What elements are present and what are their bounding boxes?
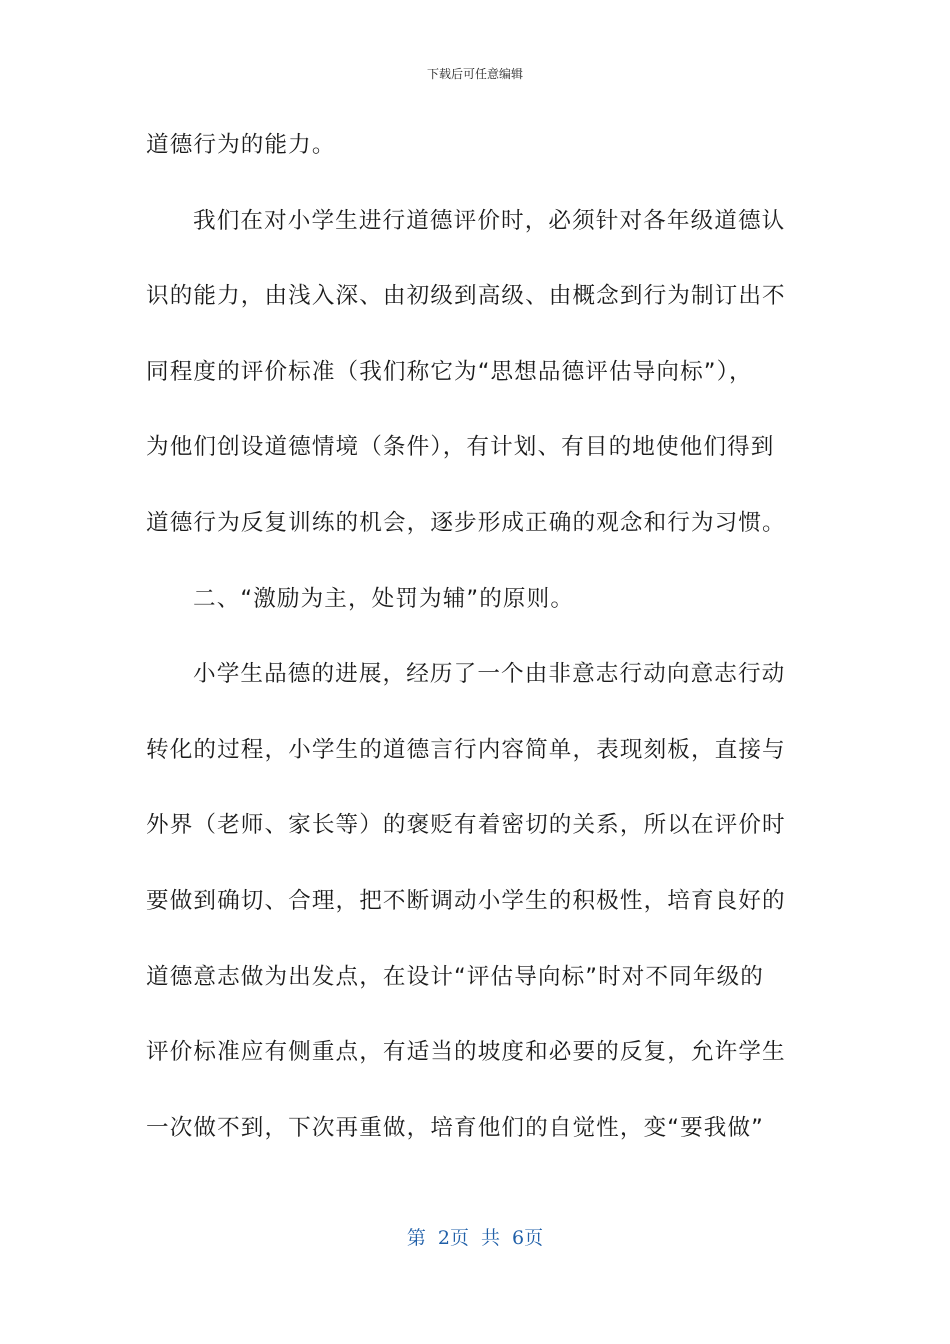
section-heading [146, 581, 790, 657]
line-text: 道德行为的能力。 [146, 132, 336, 158]
paragraph-line [146, 278, 790, 354]
line-text: 一次做不到，下次再重做，培育他们的自觉性，变“要我做” [146, 1114, 764, 1141]
document-body [146, 127, 790, 1185]
paragraph-line [146, 1034, 790, 1110]
line-text: 为他们创设道德情境（条件），有计划、有目的地使他们得到 [146, 434, 775, 461]
line-text: 道德行为反复训练的机会，逐步形成正确的观念和行为习惯。 [146, 509, 786, 536]
paragraph-line [146, 656, 790, 732]
line-text: 外界（老师、家长等）的褒贬有着密切的关系，所以在评价时 [146, 812, 786, 839]
line-text: 我们在对小学生进行道德评价时，必须针对各年级道德认 [193, 207, 786, 234]
line-text: 评价标准应有侧重点，有适当的坡度和必要的反复，允许学生 [146, 1039, 786, 1066]
line-text: 道德意志做为出发点，在设计“评估导向标”时对不同年级的 [146, 963, 764, 990]
page-header: 下载后可任意编辑 [426, 67, 523, 81]
paragraph-line [146, 807, 790, 883]
line-text: 要做到确切、合理，把不断调动小学生的积极性，培育良好的 [146, 887, 786, 914]
paragraph-line [146, 959, 790, 1035]
line-text: 同程度的评价标准（我们称它为“思想品德评估导向标”）， [146, 358, 753, 385]
paragraph-line [146, 883, 790, 959]
paragraph-line [146, 505, 790, 581]
line-text: 转化的过程，小学生的道德言行内容简单，表现刻板，直接与 [146, 736, 786, 763]
paragraph-line [146, 732, 790, 808]
paragraph-line [146, 354, 790, 430]
paragraph-line [146, 1110, 790, 1186]
paragraph-line [146, 127, 790, 203]
paragraph-line [146, 203, 790, 279]
line-text: 识的能力，由浅入深、由初级到高级、由概念到行为制订出不 [146, 283, 786, 310]
paragraph-line [146, 429, 790, 505]
line-text: 二、“激励为主，处罚为辅”的原则。 [193, 585, 575, 612]
page-number-footer: 第 2页 共 6页 [406, 1227, 544, 1249]
line-text: 小学生品德的进展，经历了一个由非意志行动向意志行动 [193, 661, 786, 688]
